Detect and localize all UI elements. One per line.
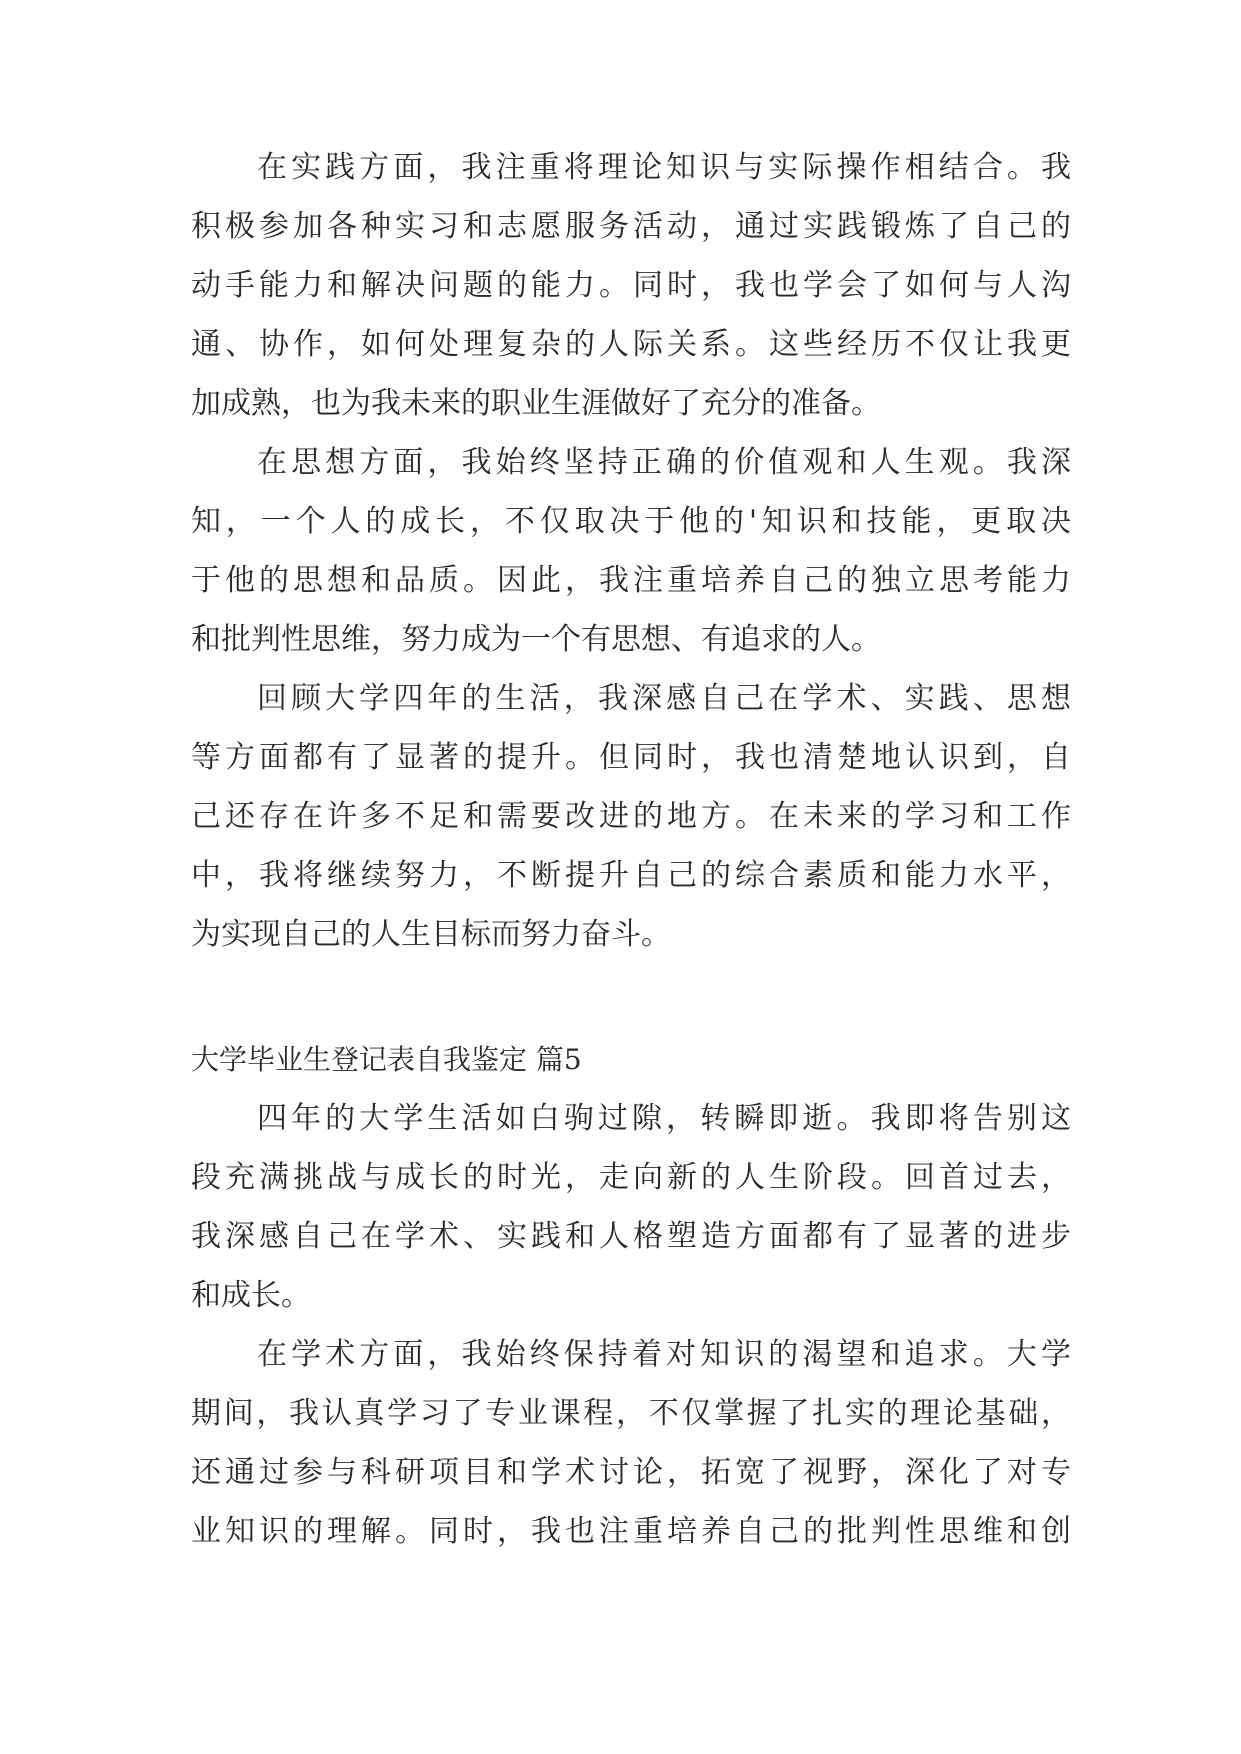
text-line: 己还存在许多不足和需要改进的地方。在未来的学习和工作: [191, 799, 1071, 834]
section-heading: 大学毕业生登记表自我鉴定 篇5: [191, 1043, 582, 1076]
text-line: 等方面都有了显著的提升。但同时，我也清楚地认识到，自: [191, 740, 1071, 775]
text-line: 在学术方面，我始终保持着对知识的渴望和追求。大学: [257, 1337, 1071, 1372]
text-line: 在思想方面，我始终坚持正确的价值观和人生观。我深: [257, 445, 1071, 480]
text-line: 动手能力和解决问题的能力。同时，我也学会了如何与人沟: [191, 268, 1071, 303]
text-line: 积极参加各种实习和志愿服务活动，通过实践锻炼了自己的: [191, 209, 1071, 244]
text-line: 通、协作，如何处理复杂的人际关系。这些经历不仅让我更: [191, 327, 1071, 362]
paragraph-academic: [191, 1325, 1071, 1561]
text-line: 在实践方面，我注重将理论知识与实际操作相结合。我: [257, 150, 1071, 185]
text-line: 段充满挑战与成长的时光，走向新的人生阶段。回首过去，: [191, 1160, 1071, 1195]
text-line: 我深感自己在学术、实践和人格塑造方面都有了显著的进步: [191, 1219, 1071, 1254]
text-line: 四年的大学生活如白驹过隙，转瞬即逝。我即将告别这: [257, 1101, 1071, 1136]
text-line: 期间，我认真学习了专业课程，不仅掌握了扎实的理论基础，: [191, 1396, 1071, 1431]
text-line: 知，一个人的成长，不仅取决于他的'知识和技能，更取决: [191, 504, 1071, 539]
paragraph-intro: [191, 1089, 1071, 1325]
text-line: 回顾大学四年的生活，我深感自己在学术、实践、思想: [257, 681, 1071, 716]
paragraph-review: [191, 669, 1071, 964]
text-line: 和批判性思维，努力成为一个有思想、有追求的人。: [191, 622, 881, 657]
text-line: 为实现自己的人生目标而努力奋斗。: [191, 917, 671, 952]
text-line: 中，我将继续努力，不断提升自己的综合素质和能力水平，: [191, 858, 1071, 893]
text-line: 于他的思想和品质。因此，我注重培养自己的独立思考能力: [191, 563, 1071, 598]
text-line: 业知识的理解。同时，我也注重培养自己的批判性思维和创: [191, 1514, 1071, 1549]
paragraph-thought: [191, 433, 1071, 669]
paragraph-practice: [191, 138, 1071, 433]
text-line: 和成长。: [191, 1278, 311, 1313]
text-line: 还通过参与科研项目和学术讨论，拓宽了视野，深化了对专: [191, 1455, 1071, 1490]
text-line: 加成熟，也为我未来的职业生涯做好了充分的准备。: [191, 386, 881, 421]
